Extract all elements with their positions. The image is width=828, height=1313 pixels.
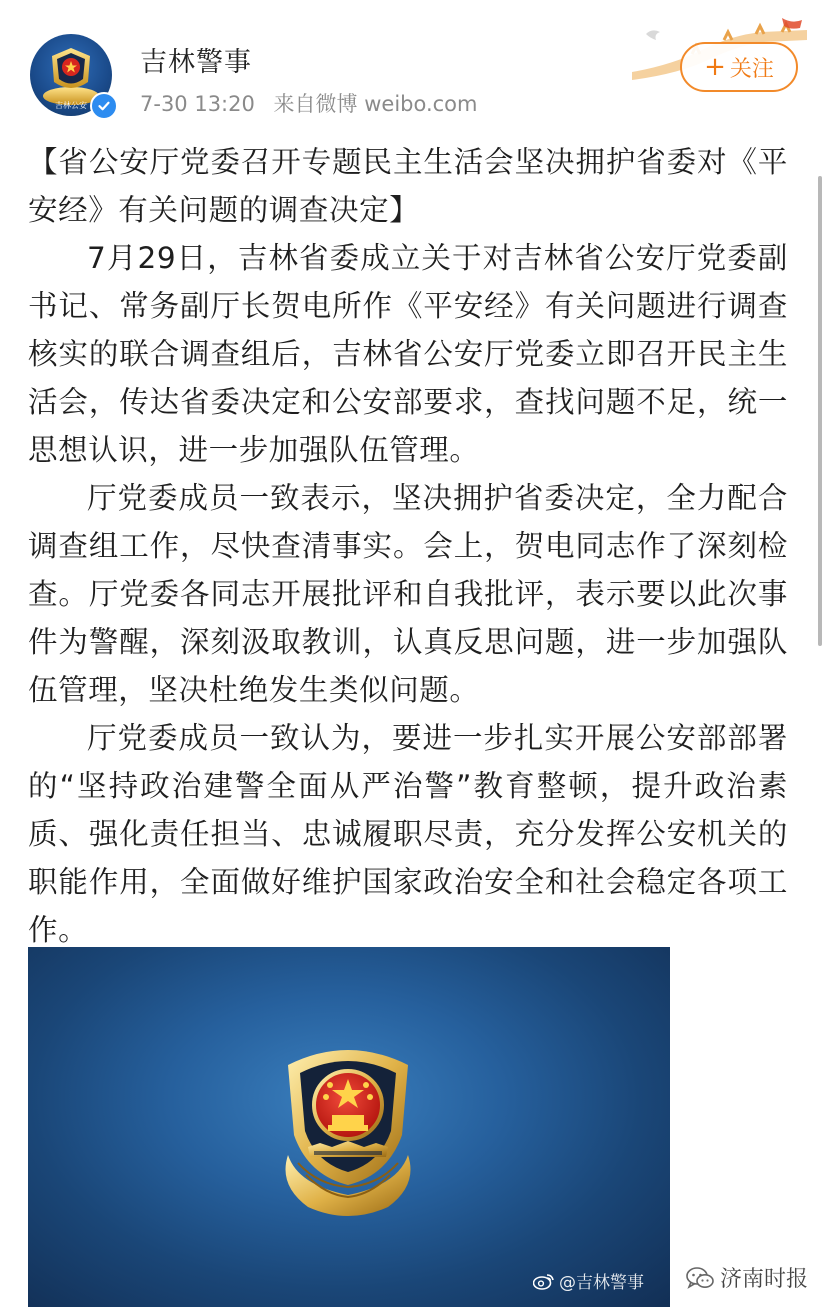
police-emblem-icon	[268, 1035, 428, 1225]
post-meta	[140, 88, 490, 118]
image-watermark-text: @吉林警事	[559, 1273, 644, 1293]
follow-button[interactable]	[680, 42, 798, 92]
post-time: 7-30 13:20	[140, 92, 255, 116]
source-tag-label: 济南时报	[720, 1267, 809, 1292]
source-tag	[686, 1262, 808, 1293]
weibo-logo-icon	[533, 1272, 555, 1290]
post-paragraph-3: 厅党委成员一致认为，要进一步扎实开展公安部部署的“坚持政治建警全面从严治警”教育整顿，提升政治素质、强化责任担当、忠诚履职尽责，充分发挥公安机关的职能作用，全面做好维护国家政治安全和社会稳定各项工作。	[28, 721, 788, 947]
scrollbar[interactable]	[818, 176, 822, 646]
account-name[interactable]: 吉林警事	[140, 47, 252, 78]
post-paragraph-1: 7月29日，吉林省委成立关于对吉林省公安厅党委副书记、常务副厅长贺电所作《平安经》有关问题进行调查核实的联合调查组后，吉林省公安厅党委立即召开民主生活会，传达省委决定和公安部要求，查找问题不足，统一思想认识，进一步加强队伍管理。	[28, 241, 788, 467]
post-source: 来自微博 weibo.com	[273, 92, 478, 116]
image-watermark	[533, 1268, 644, 1293]
post-header	[0, 0, 828, 130]
post-content	[28, 138, 788, 954]
avatar-text: 吉林公安	[55, 101, 87, 110]
verified-check-icon	[90, 92, 118, 120]
post-paragraph-2: 厅党委成员一致表示，坚决拥护省委决定，全力配合调查组工作，尽快查清事实。会上，贺电同志作了深刻检查。厅党委各同志开展批评和自我批评，表示要以此次事件为警醒，深刻汲取教训，认真反思问题，进一步加强队伍管理，坚决杜绝发生类似问题。	[28, 481, 788, 707]
plus-icon: +	[704, 52, 726, 82]
wechat-icon	[686, 1266, 714, 1290]
post-image[interactable]	[28, 947, 670, 1307]
follow-label: 关注	[729, 56, 774, 82]
post-title: 【省公安厅党委召开专题民主生活会坚决拥护省委对《平安经》有关问题的调查决定】	[28, 145, 788, 227]
